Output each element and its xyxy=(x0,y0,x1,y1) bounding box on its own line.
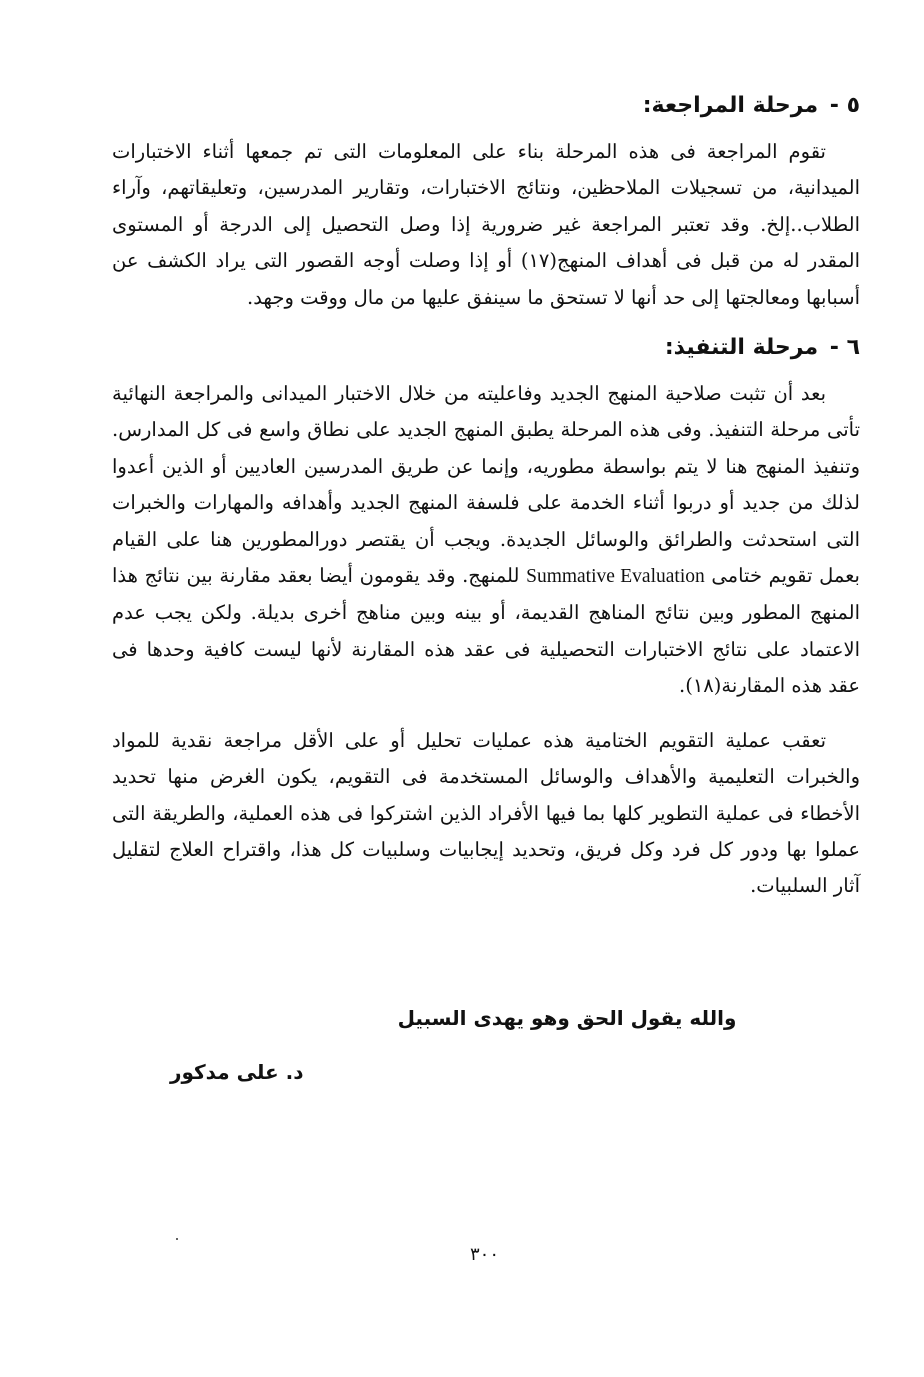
section-5-number: ٥ - xyxy=(829,93,860,118)
closing-text: والله يقول الحق وهو يهدى السبيل xyxy=(397,1006,737,1030)
english-term: Summative Evaluation xyxy=(526,566,705,588)
author-signature: د. على مدكور xyxy=(170,1060,304,1084)
section-5-paragraph: تقوم المراجعة فى هذه المرحلة بناء على المعلومات التى تم جمعها أثناء الاختبارات الميدانية، من تسجيلات الملاحظين، ونتائج الاختبارات، وتقارير المدرسين، وتعليقاتهم، وآراء الطلاب..إلخ. وقد تعتبر المراجعة غير ضرورية إذا وصل التحصيل إلى الدرجة أو المستوى المقدر له من قبل فى أهداف المنهج(١٧) أو إذا وصلت أوجه القصور التى يراد الكشف عن أسبابها ومعالجتها إلى حد أنها لا تستحق ما سينفق عليها من مال ووقت وجهد. xyxy=(112,140,861,309)
section-6-paragraph-2: تعقب عملية التقويم الختامية هذه عمليات تحليل أو على الأقل مراجعة نقدية للمواد والخبرات التعليمية والأهداف والوسائل المستخدمة فى التقويم، يكون الغرض منها تحديد الأخطاء فى عملية التطوير كلها بما فيها الأفراد الذين اشتركوا فى هذه العملية، والطريقة التى عملوا بها ودور كل فرد وكل فريق، وتحديد إيجابيات وسلبيات كل هذا، واقتراح العلاج لتقليل آثار السلبيات. xyxy=(112,728,860,898)
section-6-title: مرحلة التنفيذ: xyxy=(664,335,819,361)
page-number: ٣٠٠ xyxy=(470,1244,500,1265)
section-5-title: مرحلة المراجعة: xyxy=(642,93,819,118)
section-6-paragraph-1 xyxy=(112,376,860,705)
scan-speck xyxy=(176,1238,178,1240)
section-6-heading xyxy=(112,330,860,366)
paragraph-1-text-a: بعد أن تثبت صلاحية المنهج الجديد وفاعليته من خلال الاختبار الميدانى والمراجعة النهائية تأتى مرحلة التنفيذ. وفى هذه المرحلة يطبق المنهج الجديد على نطاق واسع فى كل المدارس. وتنفيذ المنهج هنا لا يتم بواسطة مطوريه، وإنما عن طريق المدرسين العاديين أو الذين أعدوا لذلك من جديد أو دربوا أثناء الخدمة على فلسفة المنهج الجديد وأهدافه والمهارات والخبرات التى استحدثت والطرائق والوسائل الجديدة. ويجب أن يقتصر دورالمطورين هنا على القيام بعمل تقويم ختامى xyxy=(112,382,860,588)
section-6-number: ٦ - xyxy=(829,335,860,361)
section-5-heading xyxy=(112,88,860,124)
closing-line xyxy=(0,1006,924,1030)
paragraph-1-text-b: للمنهج. وقد يقومون أيضا بعقد مقارنة بين نتائج هذا المنهج المطور وبين نتائج المناهج القديمة، أو بينه وبين مناهج أخرى بديلة. ولكن يجب عدم الاعتماد على نتائج الاختبارات التحصيلية فى عقد هذه المقارنة لأنها ليست كافية وحدها فى عقد هذه المقارنة(١٨). xyxy=(112,564,860,698)
page-body xyxy=(112,88,860,923)
